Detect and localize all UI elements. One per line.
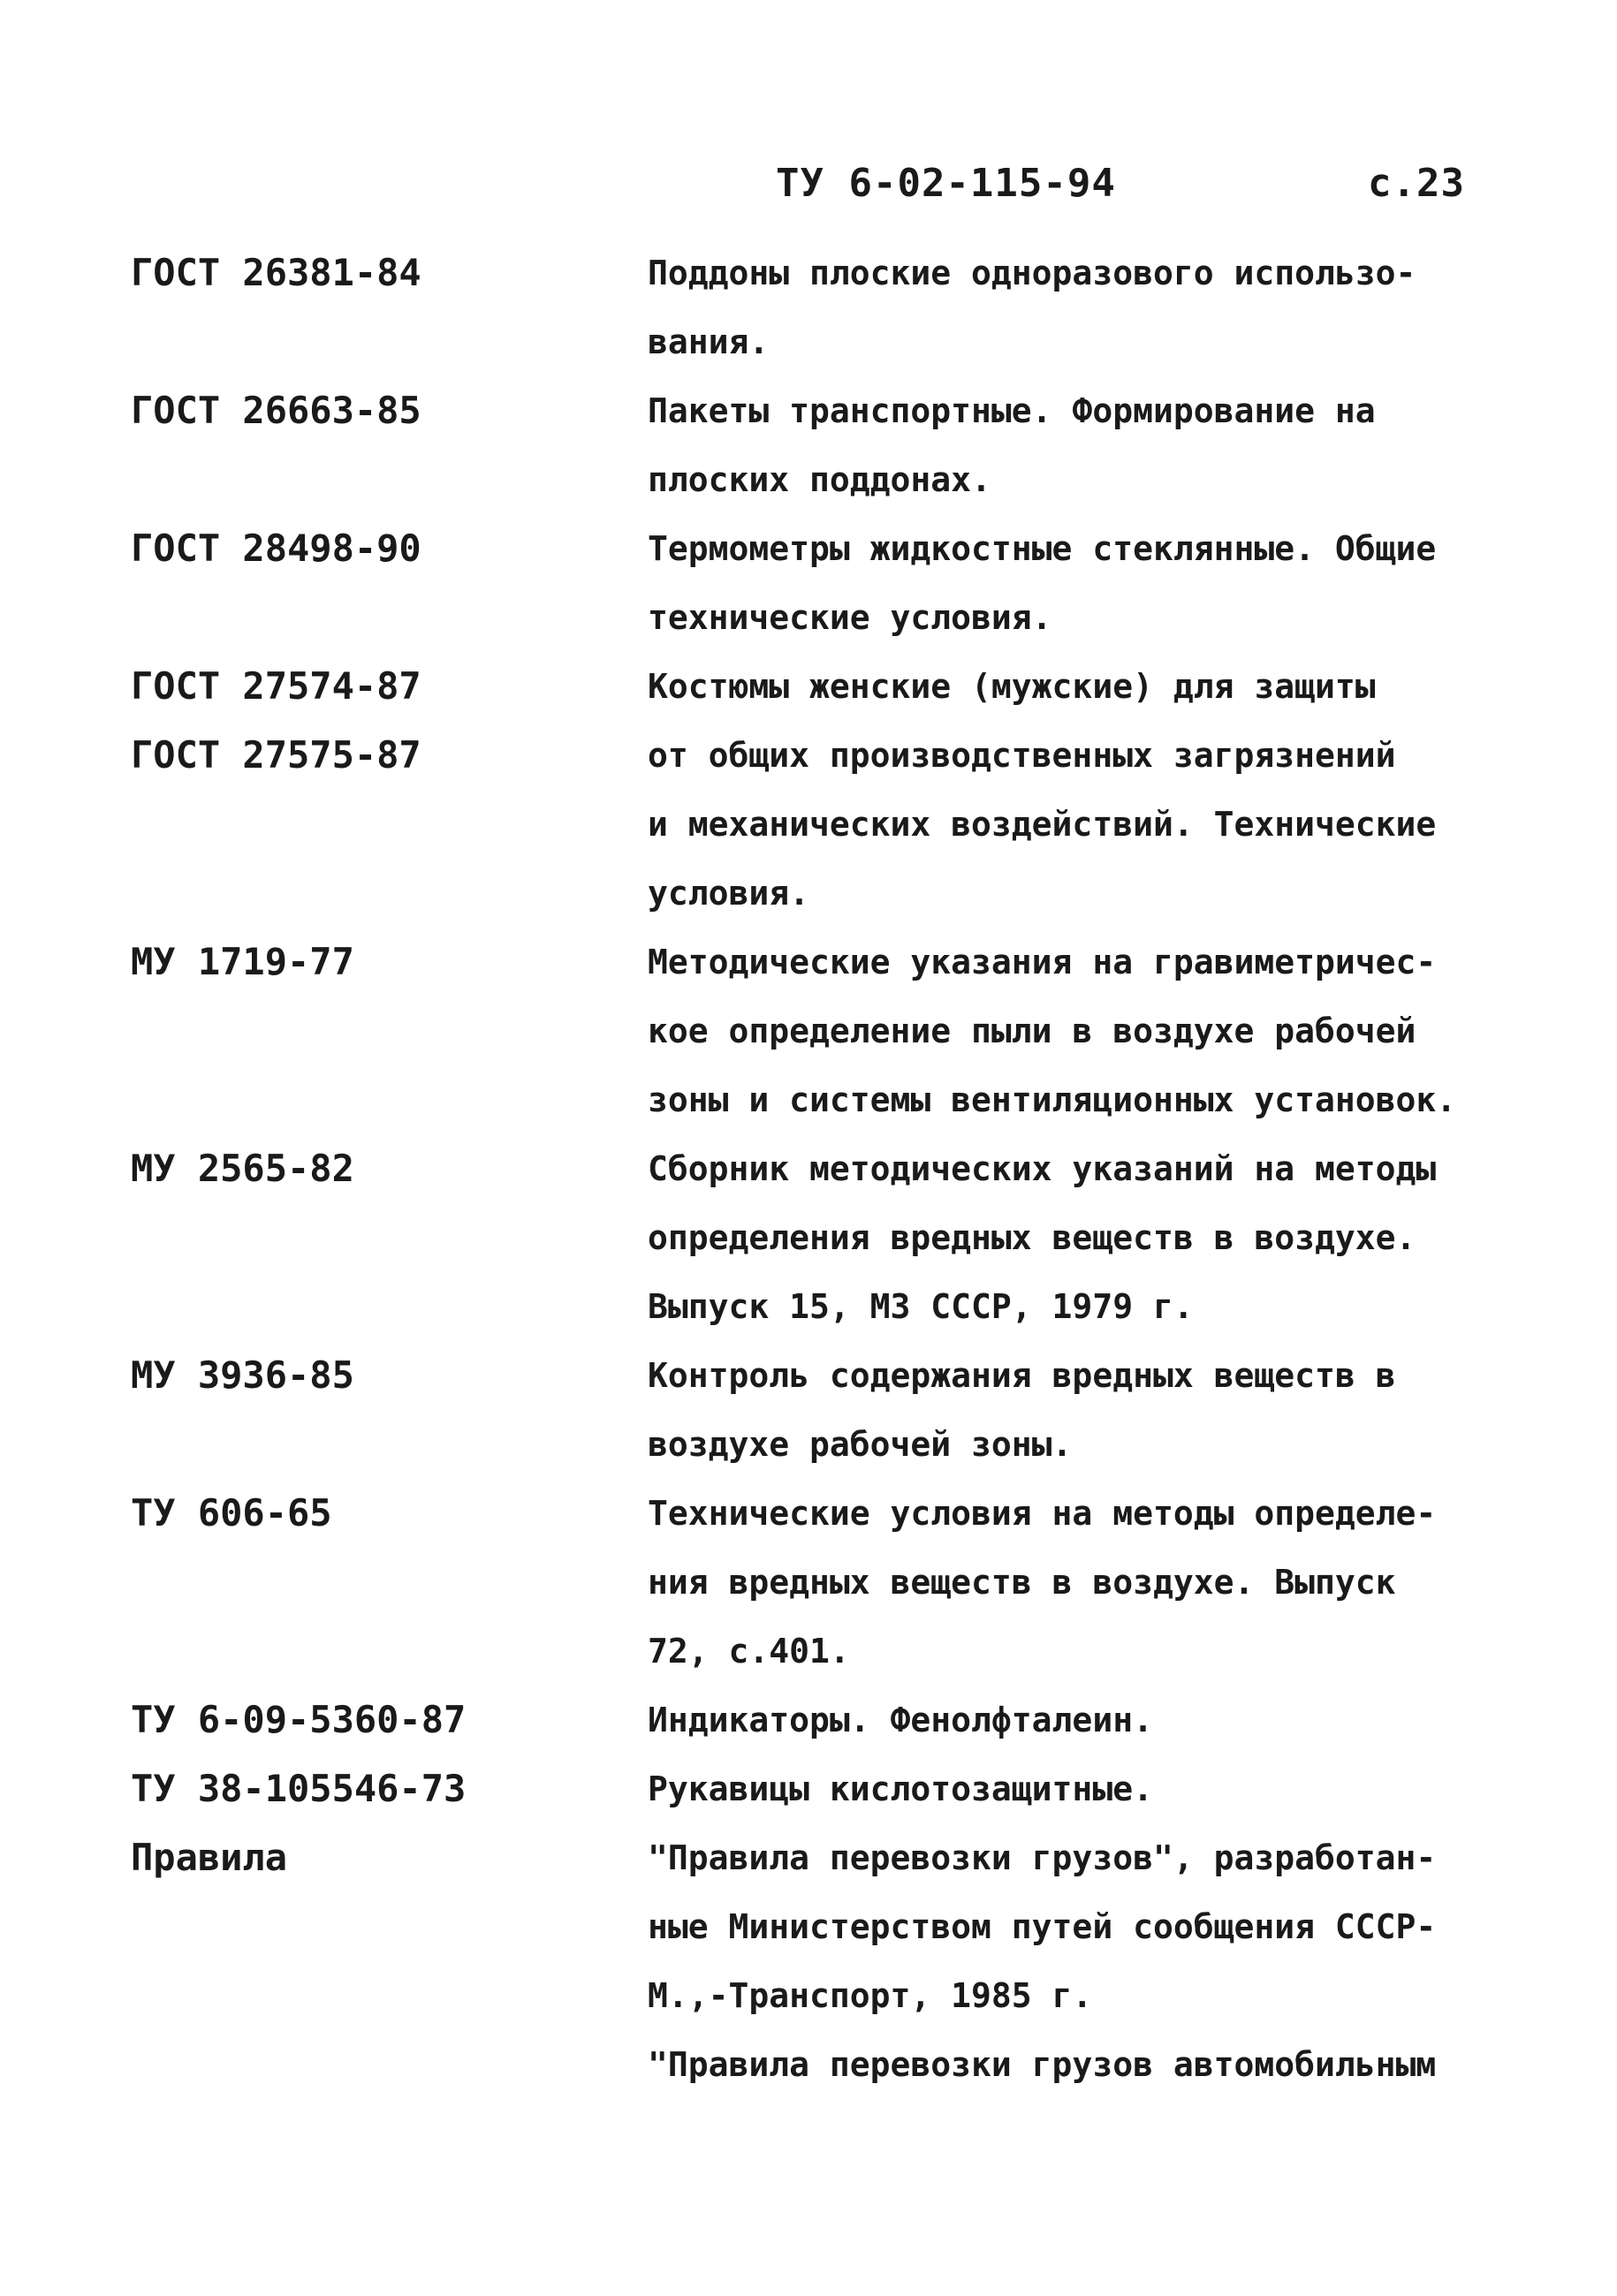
description-line: Индикаторы. Фенолфталеин. xyxy=(648,1701,1153,1739)
reference-description xyxy=(648,1134,1509,1341)
reference-entry xyxy=(131,652,1509,721)
description-line: "Правила перевозки грузов", разработан- xyxy=(648,1838,1437,1877)
description-line: ные Министерством путей сообщения СССР- xyxy=(648,1907,1437,1946)
reference-entry xyxy=(131,721,1509,928)
references-list xyxy=(131,239,1509,2099)
reference-description xyxy=(648,1823,1509,2099)
description-line: и механических воздействий. Технические xyxy=(648,805,1437,844)
reference-entry xyxy=(131,1134,1509,1341)
description-line: от общих производственных загрязнений xyxy=(648,736,1396,775)
description-line: Выпуск 15, МЗ СССР, 1979 г. xyxy=(648,1287,1194,1326)
reference-description xyxy=(648,514,1509,652)
description-line: "Правила перевозки грузов автомобильным xyxy=(648,2045,1437,2084)
reference-description xyxy=(648,1686,1509,1754)
description-line: определения вредных веществ в воздухе. xyxy=(648,1218,1416,1257)
reference-code: ГОСТ 28498-90 xyxy=(131,527,421,570)
description-line: технические условия. xyxy=(648,598,1052,637)
reference-code: ГОСТ 27574-87 xyxy=(131,664,421,708)
reference-code: МУ 2565-82 xyxy=(131,1147,354,1190)
description-line: Термометры жидкостные стеклянные. Общие xyxy=(648,529,1437,568)
description-line: М.,-Транспорт, 1985 г. xyxy=(648,1976,1093,2015)
reference-entry xyxy=(131,514,1509,652)
reference-description xyxy=(648,721,1509,928)
description-line: Методические указания на гравиметричес- xyxy=(648,943,1437,981)
description-line: кое определение пыли в воздухе рабочей xyxy=(648,1012,1416,1050)
description-line: Технические условия на методы определе- xyxy=(648,1494,1437,1533)
reference-description xyxy=(648,928,1509,1134)
reference-code: МУ 1719-77 xyxy=(131,940,354,983)
reference-description xyxy=(648,376,1509,514)
reference-code: ГОСТ 27575-87 xyxy=(131,733,421,777)
reference-entry xyxy=(131,239,1509,376)
reference-entry xyxy=(131,1479,1509,1686)
reference-code: ТУ 606-65 xyxy=(131,1491,332,1534)
reference-description xyxy=(648,1479,1509,1686)
reference-entry xyxy=(131,1686,1509,1754)
reference-entry xyxy=(131,376,1509,514)
description-line: Контроль содержания вредных веществ в xyxy=(648,1356,1396,1395)
reference-description xyxy=(648,239,1509,376)
reference-description xyxy=(648,1341,1509,1479)
reference-entry xyxy=(131,1341,1509,1479)
description-line: Поддоны плоские одноразового использо- xyxy=(648,254,1416,292)
description-line: ния вредных веществ в воздухе. Выпуск xyxy=(648,1563,1396,1602)
reference-code: ГОСТ 26381-84 xyxy=(131,251,421,294)
description-line: Рукавицы кислотозащитные. xyxy=(648,1769,1153,1808)
reference-code: ТУ 38-105546-73 xyxy=(131,1767,467,1810)
description-line: воздухе рабочей зоны. xyxy=(648,1425,1073,1464)
document-code: ТУ 6-02-115-94 xyxy=(776,161,1116,206)
page-number: с.23 xyxy=(1368,161,1465,206)
description-line: Сборник методических указаний на методы xyxy=(648,1149,1437,1188)
reference-code: Правила xyxy=(131,1836,288,1879)
description-line: плоских поддонах. xyxy=(648,460,991,499)
description-line: Костюмы женские (мужские) для защиты xyxy=(648,667,1376,706)
reference-entry xyxy=(131,1823,1509,2099)
description-line: условия. xyxy=(648,874,810,913)
description-line: Пакеты транспортные. Формирование на xyxy=(648,391,1376,430)
reference-description xyxy=(648,652,1509,721)
reference-entry xyxy=(131,1754,1509,1823)
reference-code: МУ 3936-85 xyxy=(131,1353,354,1397)
reference-code: ГОСТ 26663-85 xyxy=(131,389,421,432)
description-line: зоны и системы вентиляционных установок. xyxy=(648,1080,1457,1119)
description-line: 72, с.401. xyxy=(648,1632,850,1671)
reference-entry xyxy=(131,928,1509,1134)
description-line: вания. xyxy=(648,322,770,361)
reference-code: ТУ 6-09-5360-87 xyxy=(131,1698,467,1741)
reference-description xyxy=(648,1754,1509,1823)
